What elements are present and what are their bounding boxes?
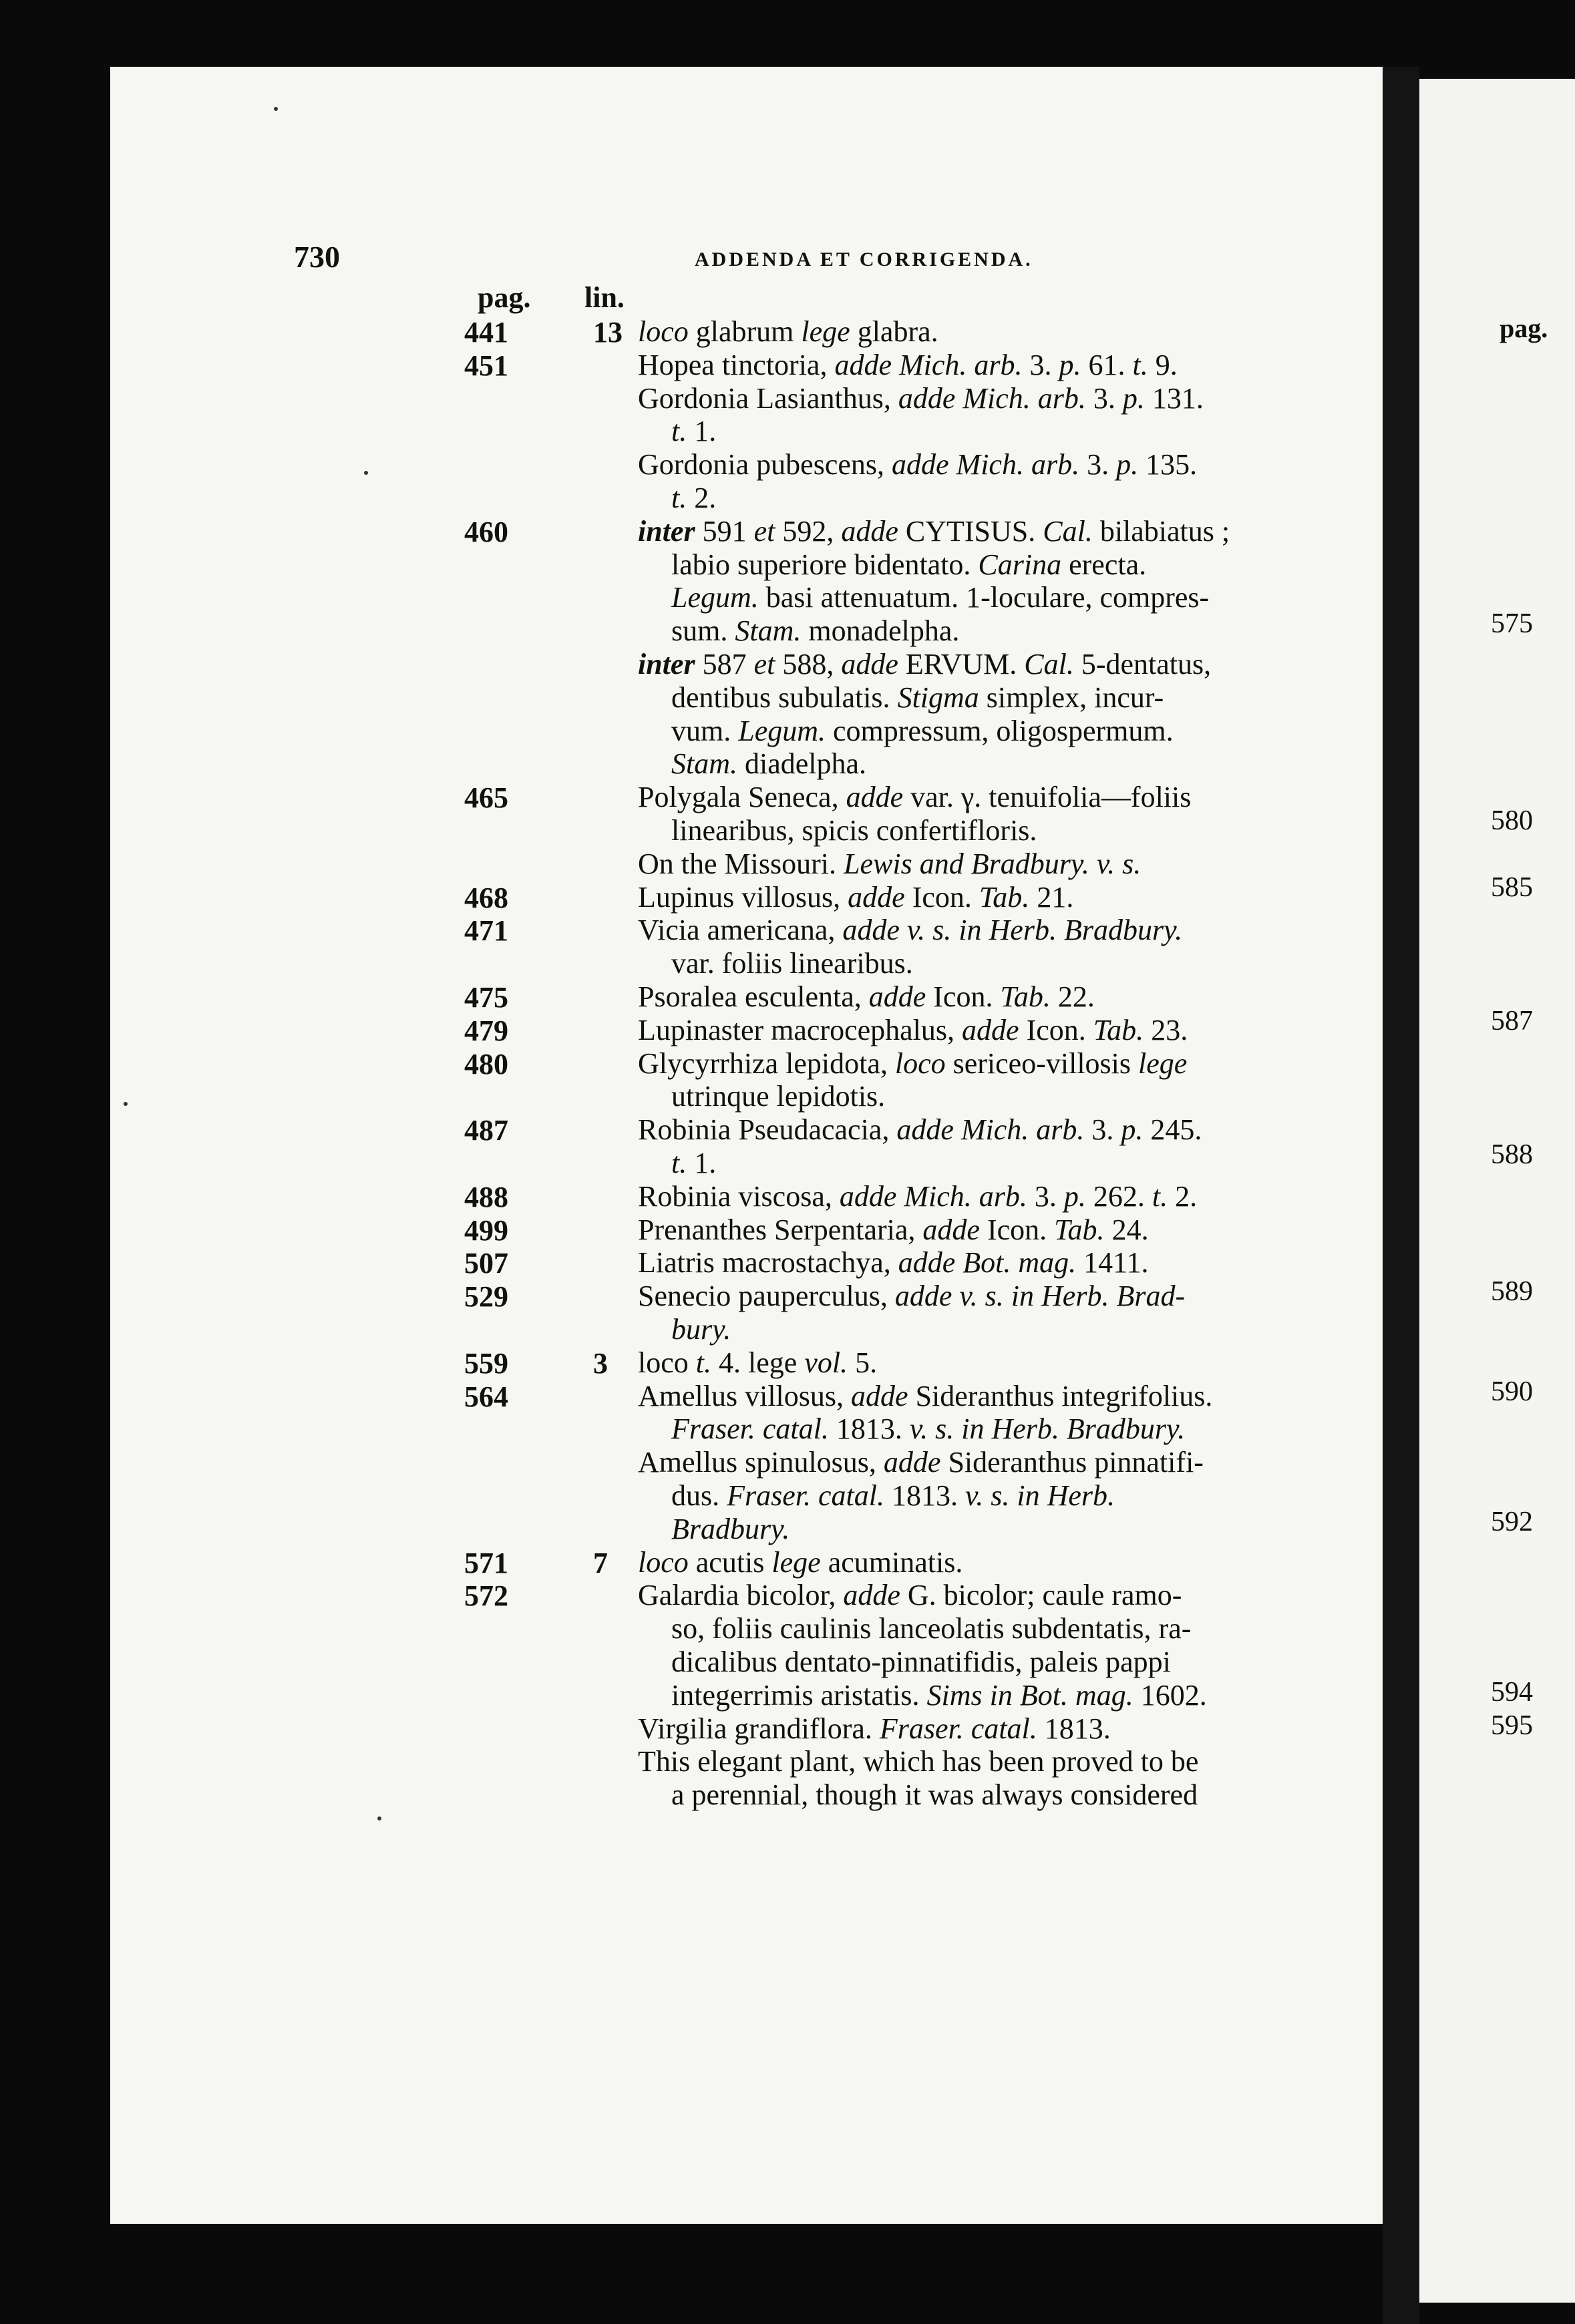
entry-page-number: 471: [464, 914, 508, 948]
entry-text-line: Fraser. catal. 1813. v. s. in Herb. Bradbury.: [671, 1412, 1186, 1446]
entry-page-number: 441: [464, 316, 508, 349]
entry-text-line: labio superiore bidentato. Carina erecta.: [671, 548, 1147, 581]
entry-text-line: loco t. 4. lege vol. 5.: [638, 1346, 878, 1379]
entry-text-line: loco glabrum lege glabra.: [638, 315, 938, 348]
entry-page-number: 468: [464, 881, 508, 914]
entry-page-number: 460: [464, 515, 508, 548]
entry-text-line: sum. Stam. monadelpha.: [671, 614, 960, 648]
facing-page-header: pag.: [1500, 313, 1548, 343]
entry-text-line: dicalibus dentato-pinnatifidis, paleis pappi: [671, 1645, 1171, 1678]
entry-text-line: integerrimis aristatis. Sims in Bot. mag. 1602.: [671, 1678, 1207, 1712]
entry-text-line: Galardia bicolor, adde G. bicolor; caule ramo-: [638, 1579, 1182, 1612]
entry-text-line: dus. Fraser. catal. 1813. v. s. in Herb.: [671, 1479, 1115, 1512]
entry-page-number: 465: [464, 781, 508, 815]
entry-page-number: 559: [464, 1346, 508, 1380]
entry-text-line: utrinque lepidotis.: [671, 1080, 886, 1113]
entry-text-line: linearibus, spicis confertifloris.: [671, 814, 1037, 847]
facing-page-number: 594: [1491, 1677, 1533, 1708]
entry-text-line: Legum. basi attenuatum. 1-loculare, compres-: [671, 581, 1210, 614]
entry-text-line: dentibus subulatis. Stigma simplex, incur-: [671, 681, 1164, 714]
entry-text-line: Robinia viscosa, adde Mich. arb. 3. p. 262. t. 2.: [638, 1179, 1198, 1213]
entry-line-number: 7: [593, 1546, 608, 1579]
entry-page-number: 499: [464, 1213, 508, 1247]
entry-text-line: t. 1.: [671, 415, 717, 448]
entry-text-line: a perennial, though it was always considered: [671, 1778, 1198, 1812]
entry-page-number: 488: [464, 1180, 508, 1213]
entry-text-line: Glycyrrhiza lepidota, loco sericeo-villosis lege: [638, 1046, 1188, 1080]
entry-text-line: Lupinaster macrocephalus, adde Icon. Tab. 23.: [638, 1013, 1188, 1046]
entry-text-line: Stam. diadelpha.: [671, 747, 867, 781]
entry-line-number: 3: [593, 1346, 608, 1380]
entry-text-line: Gordonia Lasianthus, adde Mich. arb. 3. p. 131.: [638, 381, 1204, 415]
entry-text-line: t. 1.: [671, 1147, 717, 1179]
entry-text-line: Prenanthes Serpentaria, adde Icon. Tab. 24.: [638, 1213, 1149, 1246]
facing-page-number: 587: [1491, 1006, 1533, 1036]
facing-page-number: 575: [1491, 608, 1533, 639]
speck: [124, 1102, 128, 1106]
book-gutter: [1383, 67, 1419, 2324]
entry-page-number: 564: [464, 1380, 508, 1413]
entry-page-number: 487: [464, 1114, 508, 1147]
speck: [274, 107, 278, 111]
entry-text-line: Amellus villosus, adde Sideranthus integrifolius.: [638, 1379, 1213, 1412]
entry-page-number: 451: [464, 349, 508, 382]
entry-page-number: 572: [464, 1579, 508, 1613]
entry-text-line: t. 2.: [671, 481, 717, 514]
entry-text-line: This elegant plant, which has been proved to be: [638, 1745, 1199, 1778]
entry-page-number: 480: [464, 1047, 508, 1081]
running-title: ADDENDA ET CORRIGENDA.: [695, 248, 1033, 270]
speck: [377, 1816, 381, 1820]
entry-text-line: Bradbury.: [671, 1512, 790, 1545]
speck: [364, 471, 368, 475]
entry-text-line: Amellus spinulosus, adde Sideranthus pinnatifi-: [638, 1446, 1204, 1479]
facing-page-number: 595: [1491, 1710, 1533, 1741]
entry-text-line: Lupinus villosus, adde Icon. Tab. 21.: [638, 880, 1074, 914]
entry-line-number: 13: [593, 316, 623, 349]
entry-page-number: 571: [464, 1546, 508, 1579]
entry-text-line: Virgilia grandiflora. Fraser. catal. 1813.: [638, 1712, 1111, 1745]
entry-page-number: 529: [464, 1280, 508, 1314]
facing-page-number: 588: [1491, 1139, 1533, 1170]
entry-text-line: bury.: [671, 1313, 731, 1346]
facing-page-number: 589: [1491, 1276, 1533, 1307]
page-number: 730: [294, 240, 340, 274]
facing-page-number: 590: [1491, 1376, 1533, 1407]
entry-text-line: Hopea tinctoria, adde Mich. arb. 3. p. 61. t. 9.: [638, 348, 1178, 381]
entry-page-number: 475: [464, 981, 508, 1014]
entry-text-line: loco acutis lege acuminatis.: [638, 1545, 963, 1579]
entry-page-number: 507: [464, 1247, 508, 1280]
book-page-right: [1419, 79, 1575, 2303]
entry-text-line: vum. Legum. compressum, oligospermum.: [671, 714, 1174, 747]
entry-text-line: Senecio pauperculus, adde v. s. in Herb. Brad-: [638, 1280, 1186, 1313]
entry-text-line: inter 591 et 592, adde CYTISUS. Cal. bilabiatus ;: [638, 514, 1230, 548]
entry-text-line: Polygala Seneca, adde var. γ. tenuifolia—foliis: [638, 781, 1192, 814]
facing-page-number: 592: [1491, 1507, 1533, 1537]
column-header-pag: pag.: [478, 281, 531, 314]
entry-text-line: so, foliis caulinis lanceolatis subdentatis, ra-: [671, 1612, 1192, 1645]
entry-text-line: var. foliis linearibus.: [671, 947, 913, 980]
entry-text-line: On the Missouri. Lewis and Bradbury. v. s.: [638, 847, 1142, 880]
facing-page-number: 585: [1491, 872, 1533, 903]
facing-page-number: 580: [1491, 805, 1533, 836]
column-header-lin: lin.: [584, 281, 625, 314]
entry-text-line: Liatris macrostachya, adde Bot. mag. 1411.: [638, 1246, 1149, 1280]
entry-text-line: Psoralea esculenta, adde Icon. Tab. 22.: [638, 980, 1095, 1013]
entry-text-line: Robinia Pseudacacia, adde Mich. arb. 3. p. 245.: [638, 1113, 1202, 1147]
entry-text-line: inter 587 et 588, adde ERVUM. Cal. 5-dentatus,: [638, 648, 1212, 681]
entry-text-line: Vicia americana, adde v. s. in Herb. Bradbury.: [638, 914, 1183, 947]
entry-page-number: 479: [464, 1014, 508, 1047]
entry-text-line: Gordonia pubescens, adde Mich. arb. 3. p. 135.: [638, 448, 1198, 481]
